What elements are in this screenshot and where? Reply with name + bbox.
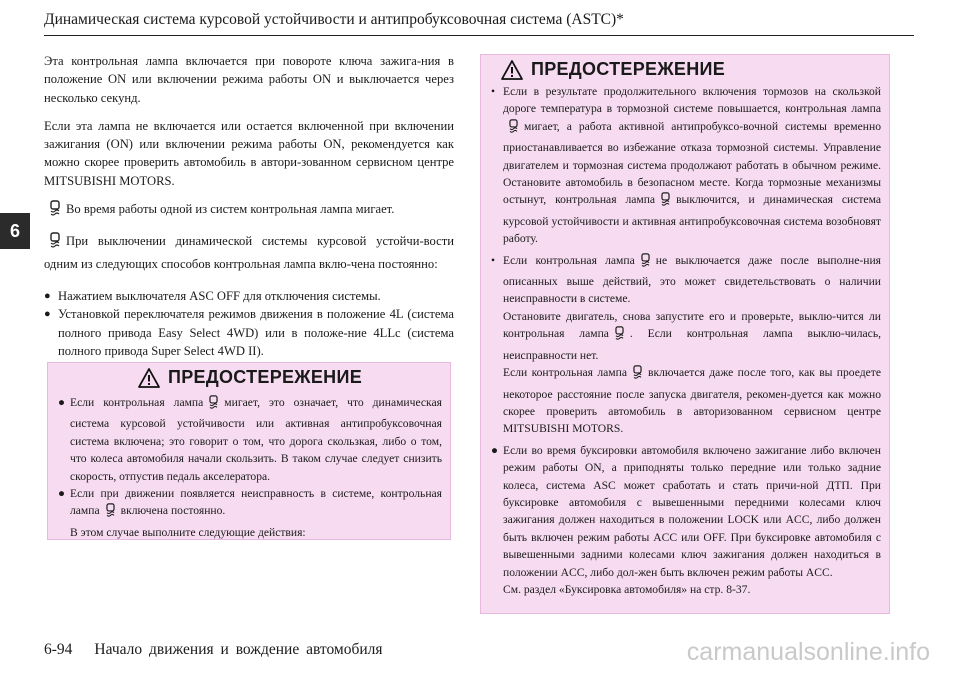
- lamp-blink-line: [44, 200, 454, 222]
- warning-heading: [58, 367, 442, 388]
- list-item: • Если контрольная лампа не выключается даже после выполне-ния описанных выше действий, это может свидетельствовать о наличии неисправности в системе.: [491, 253, 881, 306]
- list-item: ● Нажатием выключателя ASC OFF для отключения системы.: [44, 287, 454, 305]
- list-item: ● Если во время буксировки автомобиля включено зажигание либо включен режим работы ON, а приподняты только передние или только задние колеса, система ASC может сработать и стать причи-ной ДТП. При буксировке автомобиля с вывешенными передними колесами ключ зажигания должен находиться в положении LOCK или ACC, либо должен быть включен режим работы ACC или OFF. При буксировке автомобиля с вывешенными задними колесами ключ зажигания должен находиться в положении ACC, либо дол-жен быть включен режим работы ACC.: [491, 443, 881, 579]
- paragraph: Если контрольная лампа включается даже после того, как вы проедете некоторое расстояние после запуска двигателя, рекомен-дуется как можно скорее проверить автомобиль в авторизованном сервисном центре MITSUBISHI MOTORS.: [503, 366, 881, 436]
- paragraph-lamp-fault: Если эта лампа не включается или остается включенной при включении зажигания (ON) или включении режима работы ON, рекомендуется как можно скорее проверить автомобиль в автори-зованном сервисном центре MITSUBISHI MOTORS.: [44, 118, 454, 188]
- page-number: 6-94: [44, 641, 73, 658]
- skid-lamp-off-icon: [660, 192, 671, 212]
- page-title: Динамическая система курсовой устойчивости и антипробуксовочная система (ASTC)*: [44, 11, 624, 28]
- warning-body: [491, 83, 881, 598]
- list-item: ● Если при движении появляется неисправность в системе, контрольная лампа включена постоянно.: [58, 485, 442, 524]
- dash-marker: •: [491, 85, 496, 98]
- warning-triangle-icon: [138, 368, 160, 388]
- bullet-dot-icon: ●: [58, 487, 66, 501]
- warning-triangle-icon: [501, 60, 523, 80]
- list-item: ● Установкой переключателя режимов движения в положение 4L (система полного привода Easy Select 4WD) или в положе-ние 4LLc (система полного привода Super Select 4WD II).: [44, 307, 454, 358]
- paragraph-lamp-on-start: Эта контрольная лампа включается при повороте ключа зажига-ния в положение ON или включении режима работы ON и выключается через несколько секунд.: [44, 54, 454, 105]
- skid-lamp-icon: [208, 395, 219, 415]
- paragraph: Остановите двигатель, снова запустите его и проверьте, выклю-чится ли контрольная лампа . Если контрольная лампа выклю-чилась, неисправности нет.: [503, 309, 882, 362]
- bullet-list: [44, 287, 454, 360]
- warning-title: ПРЕДОСТЕРЕЖЕНИЕ: [167, 367, 363, 387]
- chapter-tab: [0, 213, 30, 249]
- bullet-dot-icon: ●: [491, 443, 499, 457]
- lamp-on-line: [44, 232, 454, 273]
- cross-reference: См. раздел «Буксировка автомобиля» на стр. 8-37.: [503, 582, 751, 596]
- warning-box-left: [47, 362, 451, 540]
- bullet-dot-icon: ●: [44, 289, 51, 302]
- warning-box-right: [480, 54, 890, 614]
- section-title: Начало движения и вождение автомобиля: [94, 641, 383, 658]
- dash-marker: •: [491, 253, 496, 267]
- list-item: ● Если контрольная лампа мигает, это означает, что динамическая система курсовой устойчивости или активная антипробуксовочная система включена; это говорит о том, что дорога скользкая, либо о том, что колеса автомобиля начали скользить. В таком случае следует снизить скорость, отпустив педаль акселератора.: [58, 396, 442, 483]
- lamp-blink-text: Во время работы одной из систем контрольная лампа мигает.: [66, 202, 395, 217]
- bullet-dot-icon: ●: [44, 308, 51, 321]
- left-column: [44, 52, 454, 360]
- skid-lamp-icon: [632, 365, 643, 385]
- warning-tail: В этом случае выполните следующие действия:: [70, 525, 306, 539]
- warning-title: ПРЕДОСТЕРЕЖЕНИЕ: [531, 59, 726, 79]
- skid-lamp-icon: [508, 119, 519, 139]
- lamp-on-text: При выключении динамической системы курсовой устойчи-вости одним из следующих способов контрольная лампа вклю-чена постоянно:: [44, 234, 454, 271]
- warning-heading: [491, 59, 881, 80]
- page-footer: [44, 641, 383, 659]
- chapter-number: 6: [9, 220, 20, 241]
- skid-lamp-icon: [614, 326, 625, 346]
- warning-body: [58, 394, 442, 541]
- page-header: [44, 8, 914, 36]
- bullet-dot-icon: ●: [58, 396, 66, 409]
- skid-lamp-icon: [49, 232, 61, 254]
- list-item: • Если в результате продолжительного включения тормозов на скользкой дороге температура в тормозной системе повышается, контрольная лампамигает, а работа активной антипробуксо-вочной системы временно приостанавливается во избежание отказа тормозной системы. Управление двигателем и тормозная система продолжают работать в обычном режиме. Остановите автомобиль в безопасном месте. Когда тормозные механизмы остынут, контрольная лампа выключится, и динамическая система курсовой устойчивости и активная антипробуксовочная система возобновят работу.: [491, 85, 881, 246]
- watermark: carmanualsonline.info: [686, 638, 930, 666]
- skid-lamp-icon: [640, 253, 651, 273]
- skid-lamp-icon: [105, 503, 116, 523]
- skid-lamp-icon: [49, 200, 61, 222]
